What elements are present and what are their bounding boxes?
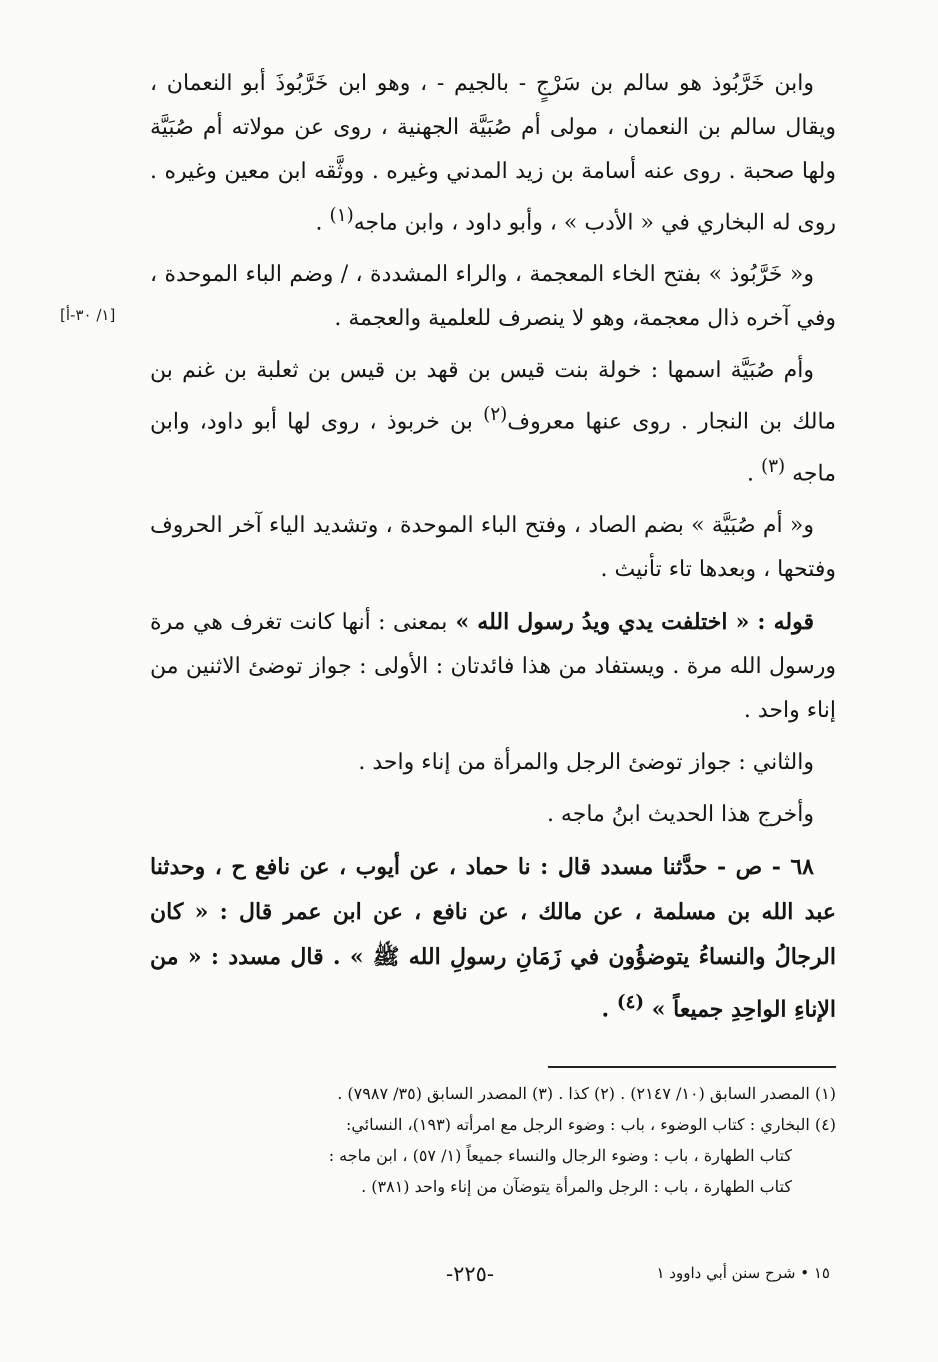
footnote-divider	[548, 1066, 836, 1068]
manuscript-margin-ref: [١/ ٣٠-أ]	[60, 306, 116, 324]
footnote-ref-4[interactable]: (٤)	[616, 991, 645, 1013]
paragraph-text: و« أم صُبَيَّة » بضم الصاد ، وفتح الباء الموحدة ، وتشديد الياء آخر الحروف وفتحها ، وبعدها تاء تأنيث .	[150, 512, 836, 582]
footnote-line-2: (٤) البخاري : كتاب الوضوء ، باب : وضوء الرجل مع امرأته (١٩٣)، النسائي:	[345, 1115, 836, 1134]
paragraph-text: وابن خَرَّبُوذ هو سالم بن سَرْجٍ - بالجيم - ، وهو ابن خَرَّبُوذَ أبو النعمان ، ويقال سالم بن النعمان ، مولى أم صُبَيَّة الجهنية ، روى عن مولاته أم صُبَيَّة ولها صحبة . روى عنه أسامة بن زيد المدني وغيره . ووثَّقه ابن معين وغيره . روى له البخاري في « الأدب » ، وأبو داود ، وابن ماجه	[150, 71, 836, 236]
paragraph-text: و« خَرَّبُوذ » بفتح الخاء المعجمة ، والراء المشددة ، / وضم الباء الموحدة ، وفي آخره ذال معجمة، وهو لا ينصرف للعلمية والعجمة .	[150, 262, 836, 332]
footnote-ref-3[interactable]: (٣)	[760, 455, 786, 477]
footnote-ref-2[interactable]: (٢)	[483, 404, 508, 426]
page-number: -٢٢٥-	[445, 1262, 495, 1286]
footnote-line-4: كتاب الطهارة ، باب : الرجل والمرأة يتوضآن من إناء واحد (٣٨١) .	[361, 1177, 792, 1196]
footnote-ref-1[interactable]: (١)	[329, 205, 354, 226]
paragraph-umm-subayya-spelling	[150, 504, 836, 592]
paragraph-text: والثاني : جواز توضئ الرجل والمرأة من إناء واحد .	[358, 749, 814, 775]
footnote-line-1: (١) المصدر السابق (١٠/ ٢١٤٧) . (٢) كذا . (٣) المصدر السابق (٣٥/ ٧٩٨٧) .	[337, 1084, 836, 1103]
paragraph-umm-subayya-name: وأم صُبَيَّة اسمها : خولة بنت قيس بن قهد بن قيس بن ثعلبة بن غنم بن مالك بن النجار . روى عنها معروف$^{(٢)}$ بن خربوذ ، روى لها أبو داود، وابن ماجه $^{(٣)}$ .	[150, 358, 836, 486]
paragraph-kharrabudh-spelling	[150, 253, 836, 341]
paragraph-ibn-kharrabudh: وابن خَرَّبُوذ هو سالم بن سَرْجٍ - بالجيم - ، وهو ابن خَرَّبُوذَ أبو النعمان ، ويقال سالم بن النعمان ، مولى أم صُبَيَّة الجهنية ، روى عن مولاته أم صُبَيَّة ولها صحبة . روى عنه أسامة بن زيد المدني وغيره . ووثَّقه ابن معين وغيره . روى له البخاري في « الأدب » ، وأبو داود ، وابن ماجه$^{(١)}$ .	[150, 71, 836, 236]
footnote-line-3: كتاب الطهارة ، باب : وضوء الرجال والنساء جميعاً (١/ ٥٧) ، ابن ماجه :	[328, 1146, 792, 1165]
paragraph-second-benefit	[150, 741, 836, 785]
hadith-68: ٦٨ - ص - حدَّثنا مسدد قال : نا حماد ، عن أيوب ، عن نافع ح ، وحدثنا عبد الله بن مسلمة ، عن مالك ، عن نافع ، عن ابن عمر قال : « كان الرجالُ والنساءُ يتوضؤُون في زَمَانِ رسولِ الله ﷺ » . قال مسدد : « من الإناءِ الواحِدِ جميعاً » $^{(٤)}$ .	[150, 853, 836, 1023]
paragraph-commentary: قوله : « اختلفت يدي ويدُ رسول الله » بمعنى : أنها كانت تغرف هي مرة ورسول الله مرة . ويستفاد من هذا فائدتان : الأولى : جواز توضئ الاثنين من إناء واحد .	[150, 608, 836, 723]
running-footer: ١٥ • شرح سنن أبي داوود ١	[656, 1264, 830, 1282]
paragraph-text: وأخرج هذا الحديث ابنُ ماجه .	[546, 801, 814, 827]
main-text	[150, 62, 836, 1040]
quoted-phrase: قوله : « اختلفت يدي ويدُ رسول الله »	[447, 608, 814, 635]
paragraph-ibn-majah	[150, 793, 836, 837]
footnotes	[150, 1078, 836, 1202]
